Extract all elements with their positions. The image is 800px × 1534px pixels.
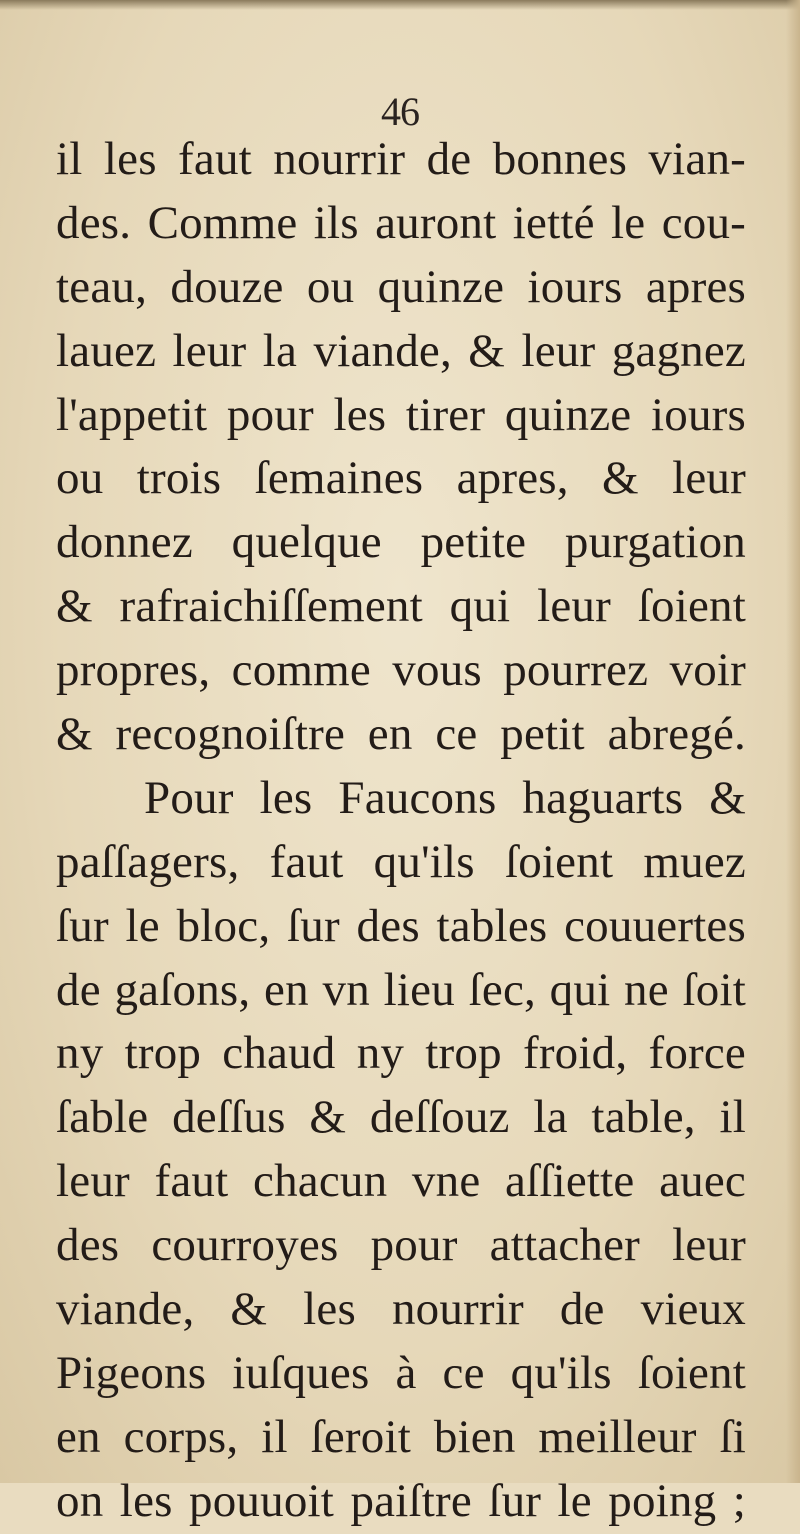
page-right-edge (786, 0, 800, 1483)
text-line: propres, comme vous pourrez voir (56, 644, 746, 697)
text-line: ou trois ſemaines apres, & leur (56, 452, 746, 505)
page-top-edge (0, 0, 800, 10)
text-line: Pour les Faucons haguarts & (144, 771, 746, 824)
text-line: de gaſons, en vn lieu ſec, qui ne ſoit (56, 963, 746, 1016)
text-line: donnez quelque petite purgation (56, 516, 746, 569)
body-text (56, 128, 746, 1534)
text-line: on les pouuoit paiſtre ſur le poing ; (56, 1474, 746, 1527)
text-line: ſable deſſus & deſſouz la table, il (56, 1091, 746, 1144)
text-line: en corps, il ſeroit bien meilleur ſi (56, 1410, 746, 1463)
text-line: Pigeons iuſques à ce qu'ils ſoient (56, 1346, 746, 1399)
page-number: 46 (381, 89, 419, 134)
text-line: paſſagers, faut qu'ils ſoient muez (56, 835, 746, 888)
text-line: ny trop chaud ny trop froid, force (56, 1027, 746, 1080)
text-line: leur faut chacun vne aſſiette auec (56, 1155, 746, 1208)
text-line: viande, & les nourrir de vieux (56, 1283, 746, 1336)
text-line: il les faut nourrir de bonnes vian- (56, 133, 746, 185)
text-line: des. Comme ils auront ietté le cou- (56, 196, 746, 249)
text-line: lauez leur la viande, & leur gagnez (56, 324, 746, 377)
text-line: l'appetit pour les tirer quinze iours (56, 388, 746, 441)
text-line: & recognoiſtre en ce petit abregé. (56, 708, 746, 761)
text-line: ſur le bloc, ſur des tables couuertes (56, 899, 746, 952)
text-line: teau, douze ou quinze iours apres (56, 260, 746, 313)
text-line: des courroyes pour attacher leur (56, 1219, 746, 1272)
text-line: & rafraichiſſement qui leur ſoient (56, 580, 746, 633)
